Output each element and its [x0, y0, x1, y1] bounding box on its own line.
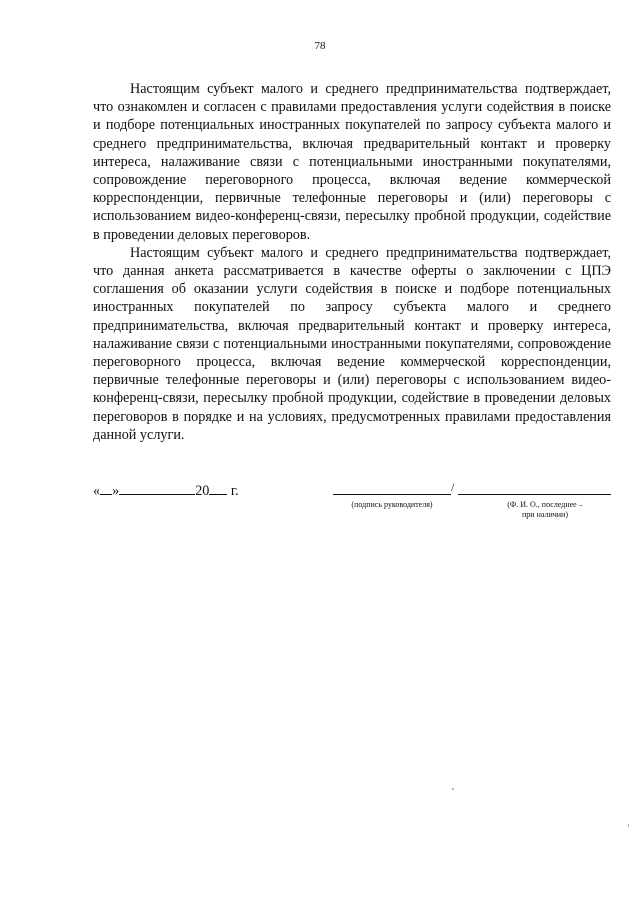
page-number: 78	[314, 40, 326, 52]
document-body	[93, 80, 611, 444]
fio-caption-line-1: (Ф. И. О., последнее –	[507, 500, 583, 509]
signature-line[interactable]	[333, 493, 451, 495]
signature-block	[0, 480, 640, 560]
fio-caption-line-2: при наличии)	[522, 510, 568, 519]
signature-caption: (подпись руководителя)	[351, 500, 433, 509]
date-year-suffix: г.	[230, 483, 239, 499]
date-field	[93, 480, 239, 500]
date-year-prefix: 20	[195, 483, 210, 499]
date-month-blank[interactable]	[119, 480, 195, 495]
scan-speck	[452, 788, 454, 790]
date-year-blank[interactable]	[209, 480, 227, 495]
date-close-quote: »	[112, 483, 120, 499]
scan-speck	[628, 824, 629, 827]
date-day-blank[interactable]	[100, 480, 112, 495]
date-open-quote: «	[93, 483, 101, 499]
paragraph-offer: Настоящим субъект малого и среднего предпринимательства подтверждает, что данная анкета рассматривается в качестве оферты о заключении с ЦПЭ соглашения об оказании услуги содействия в поиске и подборе потенциальных иностранных покупателей по запросу субъекта малого и среднего предпринимательства, включая предварительный контакт и проверку интереса, налаживание связи с потенциальными иностранными покупателями, сопровождение переговорного процесса, включая ведение коммерческой корреспонденции, первичные телефонные переговоры и (или) переговоры с использованием видео-конференц-связи, пересылку пробной продукции, содействие в проведении деловых переговоров в порядке и на условиях, предусмотренных правилами предоставления данной услуги.	[93, 244, 611, 443]
fio-caption	[490, 500, 600, 520]
signature-separator: /	[451, 480, 455, 494]
paragraph-acknowledgement: Настоящим субъект малого и среднего предпринимательства подтверждает, что ознакомлен и согласен с правилами предоставления услуги содействия в поиске и подборе потенциальных иностранных покупателей по запросу субъекта малого и среднего предпринимательства, включая предварительный контакт и проверку интереса, налаживание связи с потенциальными иностранными покупателями, сопровождение переговорного процесса, включая ведение коммерческой корреспонденции, первичные телефонные переговоры и (или) переговоры с использованием видео-конференц-связи, пересылку пробной продукции, содействие в проведении деловых переговоров.	[93, 81, 611, 243]
fio-line[interactable]	[458, 493, 611, 495]
